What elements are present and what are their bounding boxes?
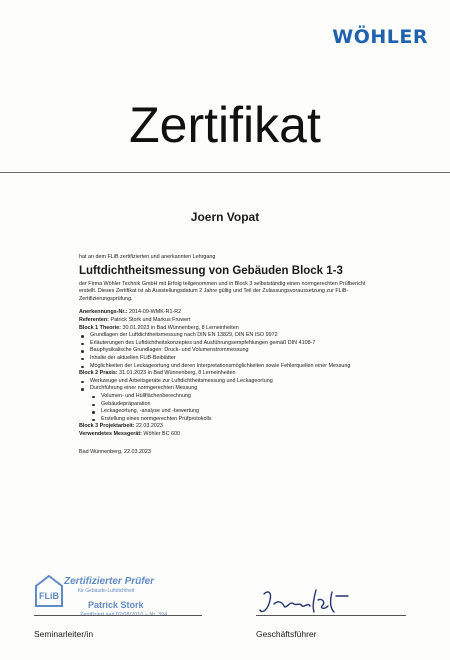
block2-list bbox=[79, 378, 379, 393]
recognition-number bbox=[79, 309, 379, 317]
list-item: Grundlagen der Luftdichtheitsmessung nach DIN EN 13829, DIN EN ISO 9972 bbox=[79, 332, 379, 340]
managing-director-label: Geschäftsführer bbox=[256, 629, 317, 639]
title-divider bbox=[0, 172, 450, 173]
signature-line-left bbox=[34, 615, 202, 616]
course-title: Luftdichtheitsmessung von Gebäuden Block 1-3 bbox=[79, 264, 343, 277]
flib-house-icon bbox=[34, 574, 64, 608]
device-label: Verwendetes Messgerät: bbox=[79, 430, 142, 437]
list-item: Erstellung eines normgerechten Prüfprotokolls bbox=[79, 416, 379, 424]
recipient-name: Joern Vopat bbox=[190, 210, 260, 224]
certificate-title: Zertifikat bbox=[129, 97, 321, 153]
block3-heading bbox=[79, 423, 379, 431]
list-item: Inhalte der aktuellen FLiB-Beiblätter bbox=[79, 355, 379, 363]
list-item: Leckageortung, -analyse und -bewertung bbox=[79, 408, 379, 416]
signature-line-right bbox=[256, 615, 406, 616]
list-item: Durchführung einer normgerechten Messung bbox=[79, 385, 379, 393]
place-date: Bad Wünnenberg, 22.03.2023 bbox=[79, 449, 151, 456]
certificate-body bbox=[79, 254, 379, 457]
speakers bbox=[79, 317, 379, 325]
recognition-value: 2014-09-WMK-R1-R2 bbox=[129, 309, 182, 316]
device-value: Wöhler BC 600 bbox=[143, 430, 180, 437]
speakers-label: Referenten: bbox=[79, 316, 109, 323]
description-paragraph: der Firma Wöhler Technik GmbH mit Erfolg teilgenommen und in Block 3 selbstständig einen normgerechten Prüfbericht erstellt. Dieses Zertifikat ist ab Ausstellungsdatum 2 Jahre gültig und Teil der Zulassungsvoraussetzung zur FLiB-Zertifizierungsprüfung. bbox=[79, 280, 366, 302]
recognition-label: Anerkennungs-Nr.: bbox=[79, 309, 128, 316]
list-item: Gebäudepräparation bbox=[79, 401, 379, 409]
block2-sublist bbox=[79, 393, 379, 423]
block3-value: 22.03.2023 bbox=[135, 423, 163, 430]
device-line bbox=[79, 431, 379, 439]
list-item: Volumen- und Hüllflächenberechnung bbox=[79, 393, 379, 401]
stamp-logo-text: FLiB bbox=[39, 591, 59, 601]
list-item: Bauphysikalische Grundlagen: Druck- und Volumenstrommessung bbox=[79, 347, 379, 355]
woehler-logo: WÖHLER bbox=[332, 26, 428, 48]
block1-list bbox=[79, 332, 379, 370]
stamp-line-1: Zertifizierter Prüfer bbox=[64, 576, 155, 587]
block1-label: Block 1 Theorie: bbox=[79, 324, 121, 331]
block1-heading bbox=[79, 325, 379, 333]
intro-text: hat an dem FLiB zertifizierten und anerkannten Lehrgang bbox=[79, 254, 216, 260]
seminar-leader-label: Seminarleiter/in bbox=[34, 629, 94, 639]
block2-heading bbox=[79, 370, 379, 378]
block1-value: 30.01.2023 in Bad Wünnenberg, 8 Lerneinheiten bbox=[122, 324, 239, 331]
block2-value: 31.01.2023 in Bad Wünnenberg, 8 Lerneinheiten bbox=[119, 370, 236, 377]
block2-label: Block 2 Praxis: bbox=[79, 370, 118, 377]
list-item: Werkzeuge und Arbeitsgeräte zur Luftdichtheitsmessung und Leckageortung bbox=[79, 378, 379, 386]
stamp-line-2: für Gebäude-Luftdichtheit bbox=[78, 588, 135, 594]
list-item: Erläuterungen des Luftdichtheitskonzeptes und Ausführungsempfehlungen gemäß DIN 4108-7 bbox=[79, 340, 379, 348]
list-item: Möglichkeiten der Leckageortung und deren Interpretationsmöglichkeiten sowie Fehlerquellen einer Messung bbox=[79, 363, 379, 371]
block3-label: Block 3 Projektarbeit: bbox=[79, 423, 135, 430]
stamp-name: Patrick Stork bbox=[88, 600, 144, 610]
speakers-value: Patrick Stork und Markus Fruwert bbox=[110, 316, 191, 323]
